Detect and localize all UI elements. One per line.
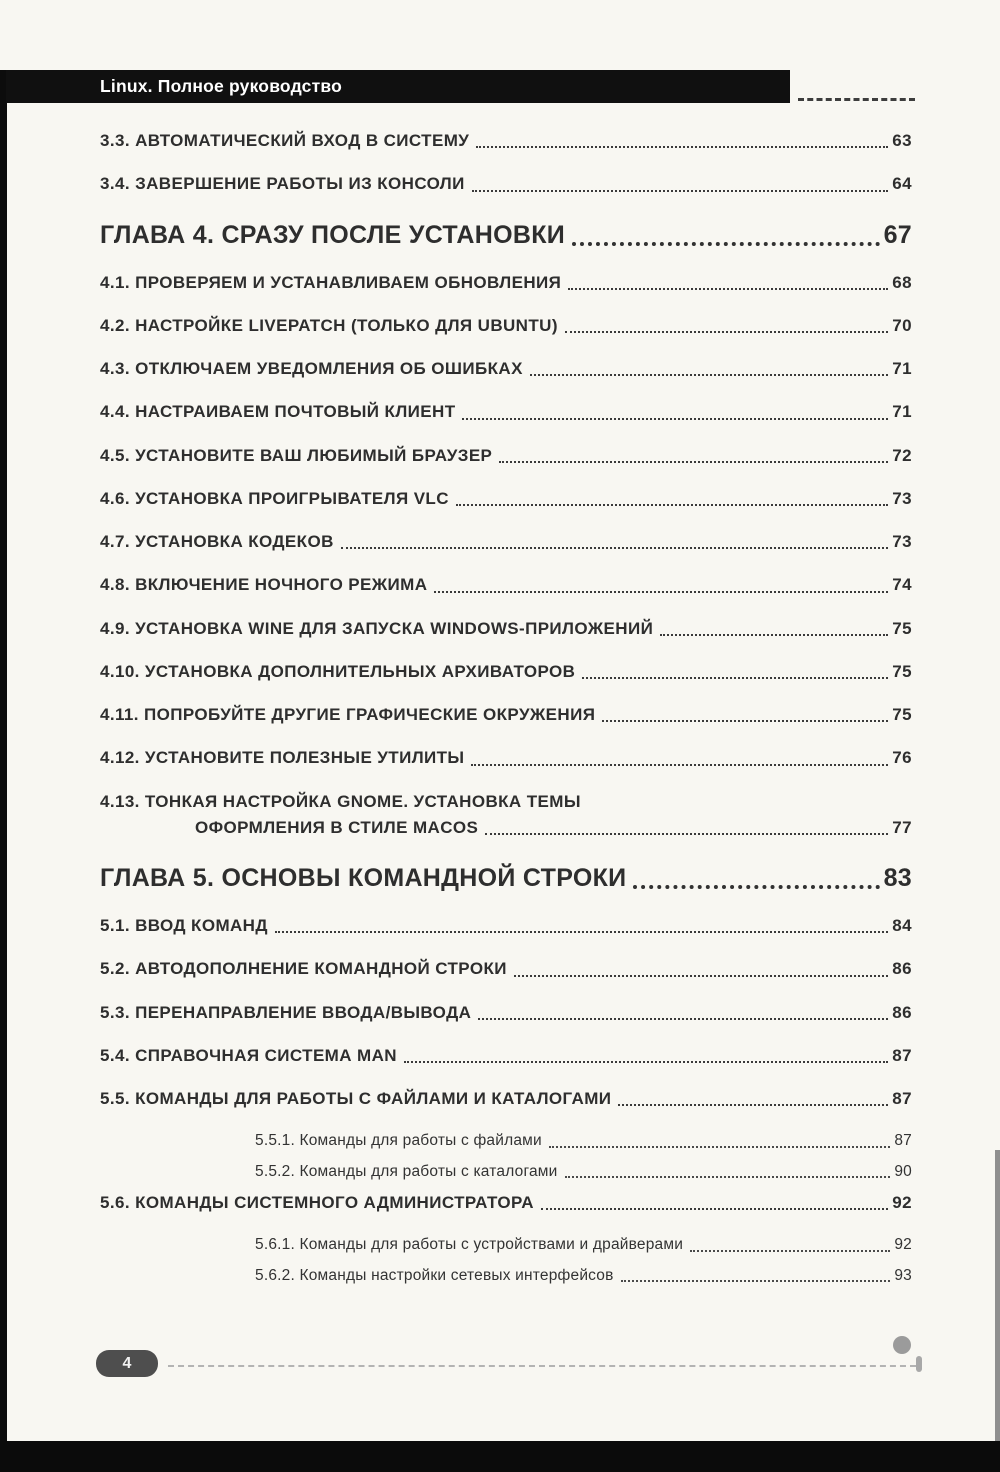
toc-page-number: 77 [892, 817, 912, 837]
toc-entry-row [100, 488, 912, 509]
toc-page-number: 92 [892, 1193, 912, 1212]
toc-entry-label: 5.6.2. Команды настройки сетевых интерфейсов [255, 1266, 614, 1284]
scan-edge-bottom [0, 1441, 1000, 1472]
toc-entry-label: 5.5.2. Команды для работы с каталогами [255, 1162, 558, 1180]
table-of-contents [100, 130, 912, 1296]
dot-leader [582, 677, 888, 679]
toc-entry-label: 4.11. ПОПРОБУЙТЕ ДРУГИЕ ГРАФИЧЕСКИЕ ОКРУЖЕНИЯ [100, 705, 596, 724]
toc-page-number: 76 [892, 748, 912, 768]
dot-leader [565, 1176, 891, 1178]
toc-page-number: 73 [892, 488, 912, 508]
toc-entry-row [100, 1045, 912, 1066]
dot-leader [404, 1061, 888, 1063]
toc-entry-label: 4.9. УСТАНОВКА WINE ДЛЯ ЗАПУСКА WINDOWS-ПРИЛОЖЕНИЙ [100, 618, 654, 638]
dot-leader [499, 461, 888, 463]
dot-leader [549, 1146, 890, 1148]
toc-entry-label: 4.3. ОТКЛЮЧАЕМ УВЕДОМЛЕНИЯ ОБ ОШИБКАХ [100, 359, 523, 378]
toc-entry-label: 4.5. УСТАНОВИТЕ ВАШ ЛЮБИМЫЙ БРАУЗЕР [100, 445, 493, 465]
toc-entry-row [100, 272, 912, 293]
footer-dashed-line [168, 1365, 916, 1367]
dot-leader [471, 764, 888, 766]
toc-entry-label: 4.8. ВКЛЮЧЕНИЕ НОЧНОГО РЕЖИМА [100, 575, 428, 595]
toc-entry-row [100, 1088, 912, 1109]
toc-subentry-row [100, 1266, 912, 1285]
dot-leader [514, 975, 888, 977]
dot-leader [572, 242, 880, 246]
dot-leader [341, 547, 889, 549]
dot-leader [602, 720, 888, 722]
toc-entry-row [100, 915, 912, 936]
dot-leader [275, 931, 888, 933]
toc-entry-label: 5.2. АВТОДОПОЛНЕНИЕ КОМАНДНОЙ СТРОКИ [100, 959, 507, 979]
dot-leader [462, 418, 888, 420]
dot-leader [660, 634, 888, 636]
toc-entry-label: 5.6.1. Команды для работы с устройствами и драйверами [255, 1236, 684, 1254]
dot-leader [541, 1208, 888, 1210]
dot-leader [485, 833, 888, 835]
page-number-badge [96, 1350, 158, 1377]
page-number: 4 [122, 1354, 132, 1372]
dot-leader [565, 331, 888, 333]
toc-entry-label: 3.3. АВТОМАТИЧЕСКИЙ ВХОД В СИСТЕМУ [100, 131, 470, 150]
toc-entry-label: 4.13. ТОНКАЯ НАСТРОЙКА GNOME. УСТАНОВКА ТЕМЫ [100, 791, 581, 811]
toc-page-number: 72 [892, 445, 912, 465]
dot-leader [476, 146, 888, 148]
toc-entry-label: 5.6. КОМАНДЫ СИСТЕМНОГО АДМИНИСТРАТОРА [100, 1193, 534, 1212]
toc-entry-row [100, 531, 912, 552]
toc-entry-label: 5.3. ПЕРЕНАПРАВЛЕНИЕ ВВОДА/ВЫВОДА [100, 1002, 472, 1022]
toc-entry-row [100, 747, 912, 768]
dot-leader [478, 1018, 888, 1020]
page-footer [96, 1350, 916, 1377]
toc-entry-row [100, 445, 912, 466]
toc-entry-label: 5.5.1. Команды для работы с файлами [255, 1132, 542, 1150]
toc-page-number: 70 [892, 315, 912, 335]
toc-entry-row [100, 574, 912, 595]
toc-page-number: 71 [892, 359, 912, 378]
toc-page-number: 73 [892, 532, 912, 551]
toc-page-number: 67 [883, 220, 912, 249]
toc-entry-label: 4.10. УСТАНОВКА ДОПОЛНИТЕЛЬНЫХ АРХИВАТОРОВ [100, 661, 576, 681]
toc-entry-row [100, 401, 912, 422]
toc-entry-row [100, 1002, 912, 1023]
toc-page-number: 87 [894, 1132, 912, 1150]
toc-page-number: 87 [892, 1045, 912, 1065]
dot-leader [568, 288, 888, 290]
toc-page-number: 63 [892, 131, 912, 150]
running-title-bar [6, 70, 790, 103]
dot-leader [530, 374, 888, 376]
toc-page-number: 71 [892, 402, 912, 422]
dot-leader [618, 1104, 888, 1106]
toc-page-number: 84 [892, 916, 912, 935]
toc-subentry-row [100, 1131, 912, 1150]
scan-edge-right [995, 1150, 1000, 1441]
toc-chapter-label: ГЛАВА 4. СРАЗУ ПОСЛЕ УСТАНОВКИ [100, 220, 566, 249]
scan-artifact-mark [916, 1356, 922, 1372]
toc-entry-label: 5.4. СПРАВОЧНАЯ СИСТЕМА MAN [100, 1045, 397, 1065]
toc-chapter-row [100, 220, 912, 250]
toc-chapter-row [100, 863, 912, 893]
toc-page-number: 68 [892, 272, 912, 292]
toc-page-number: 83 [883, 864, 912, 892]
toc-entry-row [100, 791, 912, 839]
toc-entry-label: 5.5. КОМАНДЫ ДЛЯ РАБОТЫ С ФАЙЛАМИ И КАТАЛОГАМИ [100, 1089, 612, 1108]
toc-entry-label: 4.4. НАСТРАИВАЕМ ПОЧТОВЫЙ КЛИЕНТ [100, 402, 456, 422]
dot-leader [633, 885, 879, 889]
toc-entry-label: 4.7. УСТАНОВКА КОДЕКОВ [100, 532, 334, 551]
toc-entry-row [100, 1192, 912, 1213]
toc-entry-row [100, 618, 912, 639]
dot-leader [456, 504, 888, 506]
toc-page-number: 86 [892, 1002, 912, 1022]
toc-page-number: 87 [892, 1089, 912, 1108]
toc-page-number: 74 [892, 575, 912, 595]
toc-entry-label: 3.4. ЗАВЕРШЕНИЕ РАБОТЫ ИЗ КОНСОЛИ [100, 174, 465, 194]
toc-entry-row [100, 130, 912, 151]
toc-page-number: 93 [894, 1266, 912, 1284]
toc-entry-row [100, 661, 912, 682]
toc-entry-row [100, 704, 912, 725]
toc-page-number: 75 [892, 661, 912, 681]
dot-leader [690, 1250, 890, 1252]
toc-page-number: 90 [894, 1162, 912, 1180]
dot-leader [621, 1280, 891, 1282]
page-header [6, 70, 915, 103]
toc-page-number: 75 [892, 618, 912, 638]
toc-entry-label: 5.1. ВВОД КОМАНД [100, 916, 268, 935]
toc-entry-label: 4.1. ПРОВЕРЯЕМ И УСТАНАВЛИВАЕМ ОБНОВЛЕНИЯ [100, 272, 562, 292]
toc-entry-label: ОФОРМЛЕНИЯ В СТИЛЕ MACOS [195, 817, 479, 837]
toc-entry-row [100, 173, 912, 194]
dot-leader [472, 190, 889, 192]
toc-page-number: 86 [892, 959, 912, 979]
toc-page-number: 64 [892, 174, 912, 194]
toc-entry-row [100, 315, 912, 336]
toc-page-number: 92 [894, 1236, 912, 1254]
toc-subentry-row [100, 1162, 912, 1181]
toc-entry-row [100, 358, 912, 379]
toc-subentry-row [100, 1235, 912, 1254]
toc-entry-label: 4.6. УСТАНОВКА ПРОИГРЫВАТЕЛЯ VLC [100, 488, 449, 508]
scan-edge-left [0, 70, 7, 1472]
toc-entry-row [100, 958, 912, 979]
header-dashed-line [798, 98, 915, 101]
dot-leader [434, 591, 888, 593]
toc-entry-label: 4.2. НАСТРОЙКЕ LIVEPATCH (ТОЛЬКО ДЛЯ UBUNTU) [100, 315, 558, 335]
toc-page-number: 75 [892, 705, 912, 724]
book-title: Linux. Полное руководство [100, 76, 342, 96]
toc-entry-label: 4.12. УСТАНОВИТЕ ПОЛЕЗНЫЕ УТИЛИТЫ [100, 748, 465, 768]
toc-chapter-label: ГЛАВА 5. ОСНОВЫ КОМАНДНОЙ СТРОКИ [100, 864, 627, 892]
